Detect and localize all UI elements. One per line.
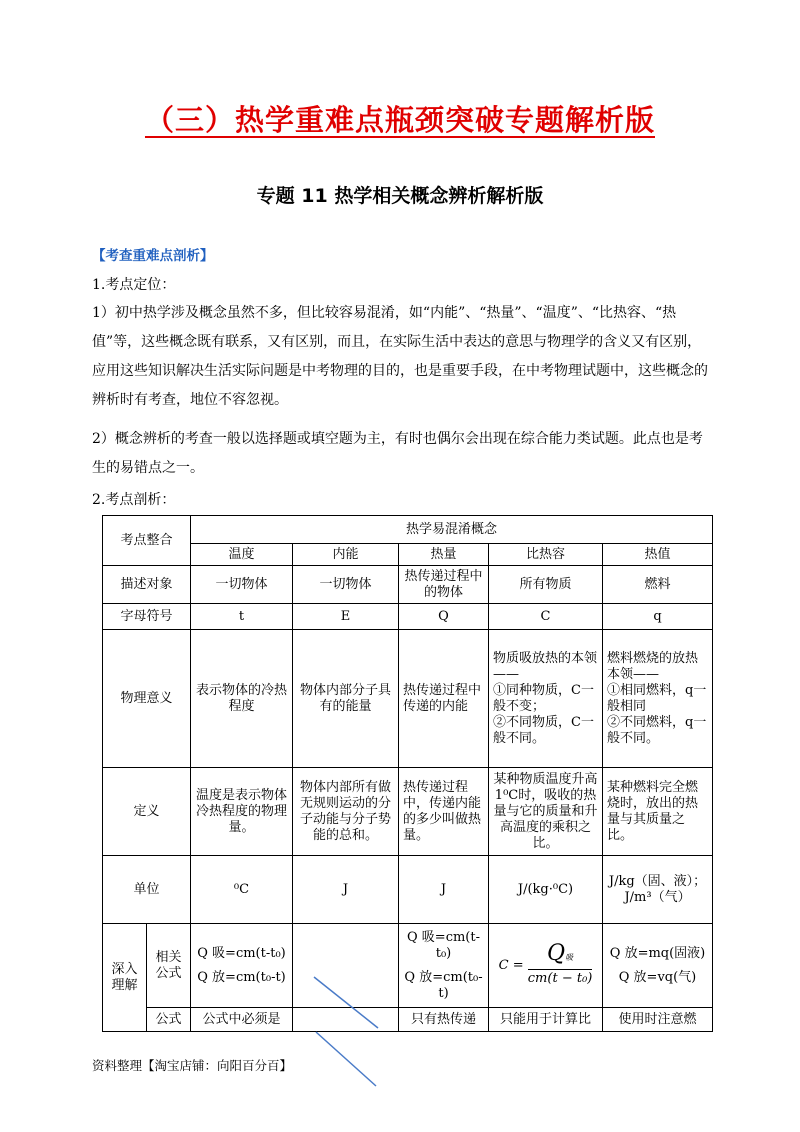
- table-cell: [293, 924, 399, 1008]
- formula-line: Q 放=vq(气): [618, 969, 697, 985]
- column-header: 内能: [293, 544, 399, 566]
- table-cell: J/kg（固、液）； J/m³（气）: [603, 856, 713, 924]
- table-cell: E: [293, 604, 399, 630]
- table-row-symbol: [103, 604, 713, 630]
- table-cell: [399, 924, 489, 1008]
- sub-row-label: 相关公式: [147, 924, 191, 1008]
- group-header: 热学易混淆概念: [191, 516, 713, 544]
- table-cell: J: [293, 856, 399, 924]
- column-header: 温度: [191, 544, 293, 566]
- table-cell: J: [399, 856, 489, 924]
- formula-line: Q 放=cm(t₀-t): [404, 969, 483, 1001]
- table-cell: 只能用于计算比: [489, 1008, 603, 1032]
- table-cell: 物体内部分子具有的能量: [293, 630, 399, 768]
- table-cell: 使用时注意燃: [603, 1008, 713, 1032]
- table-cell: [489, 924, 603, 1008]
- table-corner-cell: 考点整合: [103, 516, 191, 566]
- table-cell: 一切物体: [293, 566, 399, 604]
- table-cell: 物质吸放热的本领—— ①同种物质，C一般不变； ②不同物质，C一般不同。: [489, 630, 603, 768]
- column-header: 热值: [603, 544, 713, 566]
- section-heading: 【考查重难点剖析】: [92, 248, 214, 264]
- row-label: 物理意义: [103, 630, 191, 768]
- table-row-unit: [103, 856, 713, 924]
- table-cell: 物体内部所有做无规则运动的分子动能与分子势能的总和。: [293, 768, 399, 856]
- table-cell: 某种燃料完全燃烧时，放出的热量与其质量之比。: [603, 768, 713, 856]
- table-cell: q: [603, 604, 713, 630]
- main-title: （三）热学重难点瓶颈突破专题解析版: [144, 103, 655, 137]
- table-cell: ⁰C: [191, 856, 293, 924]
- table-cell: 燃料燃烧的放热本领—— ①相同燃料，q一般相同 ②不同燃料，q一般不同。: [603, 630, 713, 768]
- table-row-meaning: [103, 630, 713, 768]
- table-cell: 表示物体的冷热程度: [191, 630, 293, 768]
- footer-note: 资料整理【淘宝店铺：向阳百分百】: [92, 1058, 293, 1073]
- table-cell: [191, 924, 293, 1008]
- column-header: 比热容: [489, 544, 603, 566]
- concept-table: [102, 515, 713, 1032]
- table-cell: 一切物体: [191, 566, 293, 604]
- table-cell: C: [489, 604, 603, 630]
- table-row-note: [103, 1008, 713, 1032]
- table-cell: 只有热传递: [399, 1008, 489, 1032]
- table-cell: J/(kg·⁰C): [489, 856, 603, 924]
- fraction-numerator-sub: 吸: [565, 953, 574, 962]
- paragraph-4: 2.考点剖析：: [92, 492, 176, 508]
- fraction: [528, 943, 593, 988]
- fraction-numerator: [528, 943, 593, 970]
- table-cell: 温度是表示物体冷热程度的物理量。: [191, 768, 293, 856]
- table-cell: 公式中必须是: [191, 1008, 293, 1032]
- sub-row-label: 公式: [147, 1008, 191, 1032]
- table-row-formula: [103, 924, 713, 1008]
- fraction-numerator-text: Q: [547, 941, 566, 966]
- paragraph-3: 2）概念辨析的考查一般以选择题或填空题为主，有时也偶尔会出现在综合能力类试题。此点也是考生的易错点之一。: [92, 431, 703, 476]
- table-cell: [603, 924, 713, 1008]
- table-cell: [293, 1008, 399, 1032]
- formula-line: Q 放=mq(固液): [609, 945, 706, 961]
- formula-line: Q 放=cm(t₀-t): [197, 969, 286, 985]
- paragraph-2: 1）初中热学涉及概念虽然不多，但比较容易混淆，如“内能”、“热量”、“温度”、“比热容、“热值”等，这些概念既有联系，又有区别，而且，在实际生活中表达的意思与物理学的含义又有区别，应用这些知识解决生活实际问题是中考物理的目的，也是重要手段，在中考物理试题中，这些概念的辨析时有考查，地位不容忽视。: [92, 305, 708, 408]
- table-cell: 所有物质: [489, 566, 603, 604]
- row-label: 描述对象: [103, 566, 191, 604]
- row-label: 字母符号: [103, 604, 191, 630]
- table-cell: t: [191, 604, 293, 630]
- pen-stroke: [316, 1032, 376, 1086]
- formula-prefix: C =: [498, 958, 524, 973]
- paragraph-1: 1.考点定位：: [92, 277, 176, 293]
- table-cell: 热传递过程中的物体: [399, 566, 489, 604]
- row-label: 深入理解: [103, 924, 147, 1032]
- sub-title: 专题 11 热学相关概念辨析解析版: [256, 185, 544, 207]
- row-label: 单位: [103, 856, 191, 924]
- table-cell: Q: [399, 604, 489, 630]
- table-cell: 热传递过程中，传递内能的多少叫做热量。: [399, 768, 489, 856]
- row-label: 定义: [103, 768, 191, 856]
- table-row-object: [103, 566, 713, 604]
- fraction-denominator: cm(t − t₀): [527, 971, 593, 986]
- column-header: 热量: [399, 544, 489, 566]
- table-row-definition: [103, 768, 713, 856]
- table-cell: 热传递过程中传递的内能: [399, 630, 489, 768]
- table-cell: 燃料: [603, 566, 713, 604]
- formula-line: Q 吸=cm(t-t₀): [407, 929, 480, 961]
- formula-line: Q 吸=cm(t-t₀): [197, 945, 286, 961]
- table-cell: 某种物质温度升高1⁰C时，吸收的热量与它的质量和升高温度的乘积之比。: [489, 768, 603, 856]
